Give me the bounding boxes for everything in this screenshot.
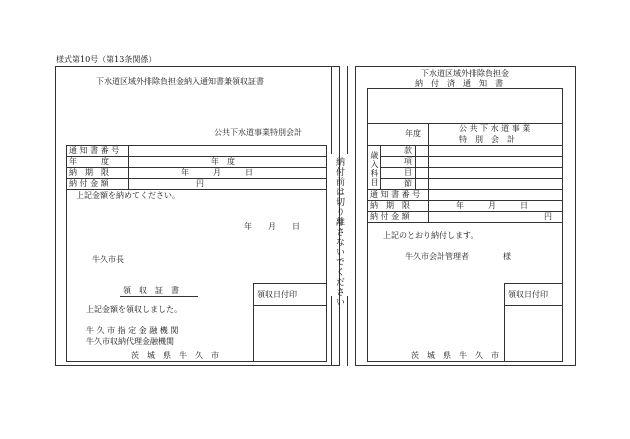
completed-notice-subtitle: 納 付 済 通 知 書 [415,79,503,88]
notice-title: 下水道区域外排除負担金納入通知書兼領収証書 [96,77,264,86]
table-bottom-line [66,361,327,362]
perforation-line [331,296,332,366]
do-not-detach-notice: 納付前は切り離さないでください [334,157,344,307]
due-date-label: 納 期 限 [69,168,109,177]
table-bottom-line [367,361,563,362]
table-label-divider [128,145,129,189]
due-date-label: 納 期 限 [370,201,410,210]
stamp-box-header-line [253,305,326,306]
budget-label-divider [380,145,381,189]
receipt-text: 上記金額を領収しました。 [86,305,182,314]
amount-label: 納 付 金 額 [69,179,109,188]
stamp-box-header-line [504,305,563,306]
table-line [367,145,563,146]
budget-category-label: 歳入科目 [370,151,379,187]
receipt-stamp-label: 領収日付印 [508,290,548,299]
agency-institution: 牛久市収納代理金融機関 [86,337,174,346]
receipt-stamp-label: 領収日付印 [257,290,297,299]
table-left-line [367,88,368,361]
stamp-box-left-line [253,283,254,361]
left-footer: 茨 城 県 牛 久 市 [131,351,219,360]
form-label: 様式第10号（第13条関係） [56,55,157,64]
account-name: 公共下水道事業特別会計 [214,128,302,137]
account-line-1: 公 共 下 水 道 事 業 [459,124,531,133]
paid-text: 上記のとおり納付します。 [383,231,479,240]
perforation-line [331,66,332,154]
notice-number-label: 通 知 書 番 号 [370,190,421,199]
table-label-divider [428,123,429,222]
right-footer: 茨 城 県 牛 久 市 [411,351,499,360]
table-line [66,189,327,190]
completed-notice-title: 下水道区域外排除負担金 [421,69,509,78]
amount-unit: 円 [544,212,552,221]
budget-item-kou: 項 [404,157,412,166]
designated-institution: 牛 久 市 指 定 金 融 機 関 [86,326,179,335]
due-date-value: 年 月 日 [456,201,528,210]
table-left-line [66,145,67,361]
budget-item-kan: 款 [404,146,412,155]
fiscal-year-label: 年度 [405,129,421,138]
perforation-line [347,66,348,154]
perforation-line [347,296,348,366]
table-top-line [367,88,563,89]
stamp-box-top-line [504,283,563,284]
stamp-box-top-line [253,283,326,284]
amount-unit: 円 [196,179,204,188]
due-date-value: 年 月 日 [181,168,253,177]
payment-notice-panel [55,66,340,366]
budget-item-moku: 目 [404,168,412,177]
table-right-line [562,88,563,361]
fiscal-year-label: 年 度 [69,157,109,166]
payment-request-text: 上記金額を納めてください。 [76,191,180,200]
fiscal-year-value: 年 度 [211,157,235,166]
honorific: 様 [503,252,511,261]
receipt-title: 領 収 証 書 [123,286,179,295]
issue-date: 年 月 日 [244,222,300,231]
receipt-title-underline [120,296,198,297]
notice-number-label: 通 知 書 番 号 [69,146,120,155]
table-right-line [326,145,327,361]
budget-item-setsu: 節 [404,179,412,188]
treasurer-name: 牛久市会計管理者 [405,252,469,261]
budget-item-divider [415,145,416,189]
mayor-name: 牛久市長 [92,255,124,264]
stamp-box-left-line [504,283,505,361]
amount-label: 納 付 金 額 [370,212,410,221]
account-line-2: 特 別 会 計 [459,135,515,144]
table-line [367,222,563,223]
